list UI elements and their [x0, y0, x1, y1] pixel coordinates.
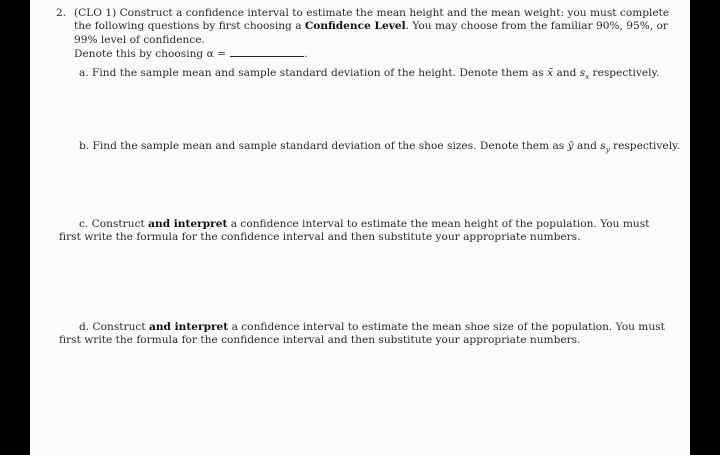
part-c: c. Construct and interpret a confidence interval to estimate the mean height of the population. You must first write the formula for the confidence interval and then substitute your appropriate numbers.	[79, 218, 679, 245]
part-label-d: d.	[79, 321, 90, 333]
part-label-a: a.	[79, 67, 89, 79]
question-number: 2.	[56, 7, 67, 19]
question-header	[50, 7, 670, 62]
part-d: d. Construct and interpret a confidence interval to estimate the mean shoe size of the population. You must first write the formula for the confidence interval and then substitute your appropriate numbers.	[79, 321, 679, 348]
part-d-line2: first write the formula for the confidence interval and then substitute your appropriate numbers.	[59, 334, 581, 347]
question-intro-line2: the following questions by first choosing a Confidence Level. You may choose from the familiar 90%, 95%, or	[74, 20, 668, 33]
alpha-choice-line: Denote this by choosing α = .	[74, 48, 308, 61]
x-bar-symbol: x̄	[547, 67, 554, 79]
confidence-level-emphasis: Confidence Level	[304, 20, 406, 33]
y-bar-symbol: ȳ	[567, 140, 574, 152]
interpret-emphasis-d: and interpret	[148, 321, 229, 333]
s-x-symbol: s	[579, 67, 586, 79]
interpret-emphasis-c: and interpret	[148, 218, 228, 230]
document-page	[30, 0, 690, 455]
alpha-blank	[230, 47, 304, 57]
part-b: b. Find the sample mean and sample standard deviation of the shoe sizes. Denote them as ȳ and $s_y$ respectively.	[79, 140, 681, 155]
part-c-line2: first write the formula for the confidence interval and then substitute your appropriate numbers.	[59, 231, 581, 244]
s-y-symbol: s	[600, 140, 606, 152]
question-intro-line1: (CLO 1) Construct a confidence interval to estimate the mean height and the mean weight: you must complete	[74, 7, 670, 19]
part-a: a. Find the sample mean and sample standard deviation of the height. Denote them as x̄ and $s_x$ respectively.	[79, 67, 660, 82]
question-intro-line3: 99% level of confidence.	[74, 33, 205, 46]
part-label-c: c.	[79, 218, 89, 230]
part-label-b: b.	[79, 140, 90, 152]
